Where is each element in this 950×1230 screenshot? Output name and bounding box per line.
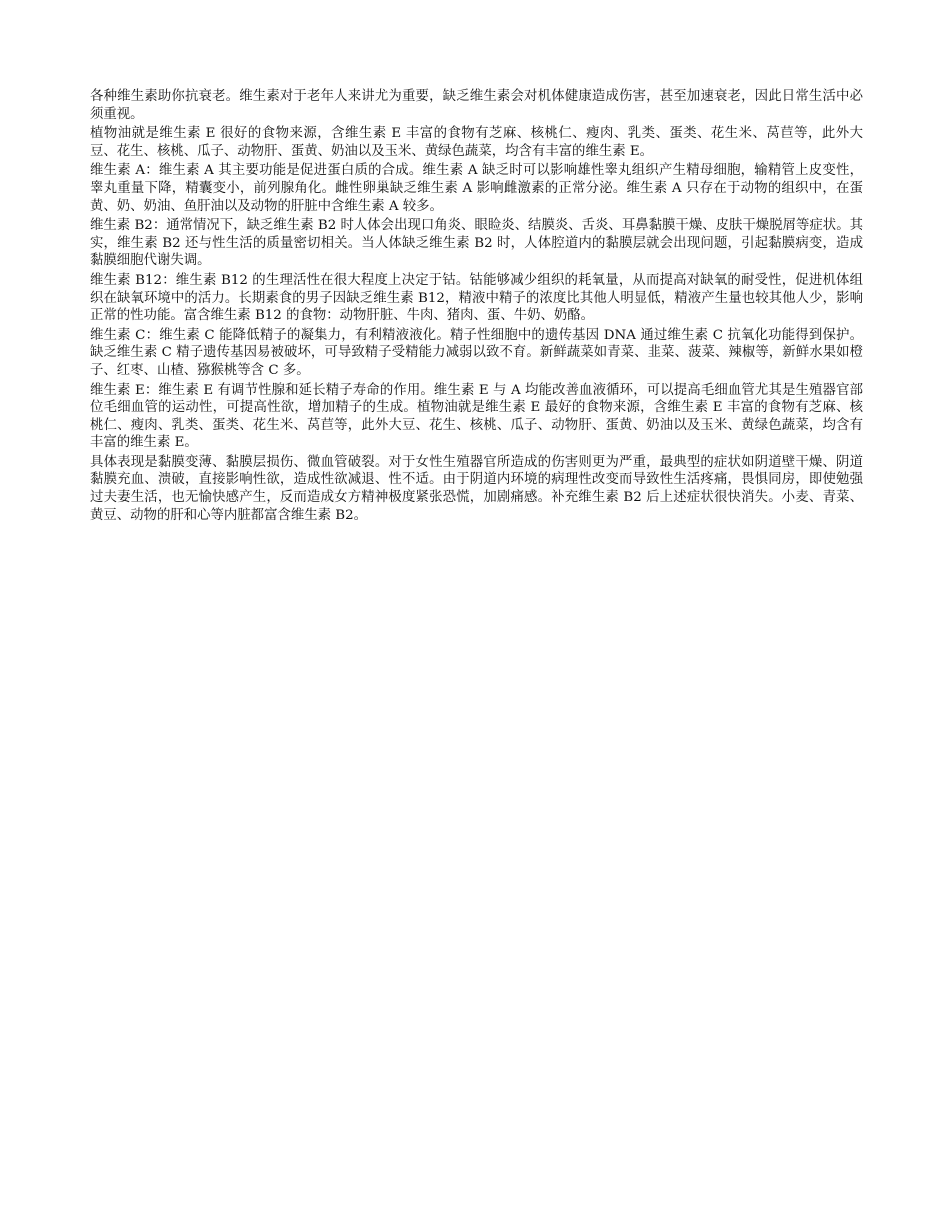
paragraph-vitamin-e-sources: 植物油就是维生素 E 很好的食物来源，含维生素 E 丰富的食物有芝麻、核桃仁、瘦肉、乳类、蛋类、花生米、莴苣等，此外大豆、花生、核桃、瓜子、动物肝、蛋黄、奶油以及玉米、黄绿色蔬菜，均含有丰富的维生素 E。 — [90, 126, 863, 159]
paragraph-symptoms: 具体表现是黏膜变薄、黏膜层损伤、微血管破裂。对于女性生殖器官所造成的伤害则更为严重，最典型的症状如阴道壁干燥、阴道黏膜充血、溃破，直接影响性欲，造成性欲减退、性不适。由于阴道内环境的病理性改变而导致性生活疼痛，畏惧同房，即使勉强过夫妻生活，也无愉快感产生，反而造成女方精神极度紧张恐慌，加剧痛感。补充维生素 B2 后上述症状很快消失。小麦、青菜、黄豆、动物的肝和心等内脏都富含维生素 B2。 — [90, 454, 863, 523]
paragraph-vitamin-b2: 维生素 B2：通常情况下，缺乏维生素 B2 时人体会出现口角炎、眼睑炎、结膜炎、舌炎、耳鼻黏膜干燥、皮肤干燥脱屑等症状。其实，维生素 B2 还与性生活的质量密切相关。当人体缺乏维生素 B2 时，人体腔道内的黏膜层就会出现问题，引起黏膜病变，造成黏膜细胞代谢失调。 — [90, 218, 863, 269]
paragraph-vitamin-a: 维生素 A：维生素 A 其主要功能是促进蛋白质的合成。维生素 A 缺乏时可以影响雄性睾丸组织产生精母细胞，输精管上皮变性，睾丸重量下降，精囊变小，前列腺角化。雌性卵巢缺乏维生素 A 影响雌激素的正常分泌。维生素 A 只存在于动物的组织中，在蛋黄、奶、奶油、鱼肝油以及动物的肝脏中含维生素 A 较多。 — [90, 163, 863, 214]
document-body — [90, 88, 863, 526]
paragraph-vitamin-e: 维生素 E：维生素 E 有调节性腺和延长精子寿命的作用。维生素 E 与 A 均能改善血液循环，可以提高毛细血管尤其是生殖器官部位毛细血管的运动性，可提高性欲，增加精子的生成。植物油就是维生素 E 最好的食物来源，含维生素 E 丰富的食物有芝麻、核桃仁、瘦肉、乳类、蛋类、花生米、莴苣等，此外大豆、花生、核桃、瓜子、动物肝、蛋黄、奶油以及玉米、黄绿色蔬菜，均含有丰富的维生素 E。 — [90, 382, 863, 451]
paragraph-vitamin-b12: 维生素 B12：维生素 B12 的生理活性在很大程度上决定于钴。钴能够减少组织的耗氧量，从而提高对缺氧的耐受性，促进机体组织在缺氧环境中的活力。长期素食的男子因缺乏维生素 B12，精液中精子的浓度比其他人明显低，精液产生量也较其他人少，影响正常的性功能。富含维生素 B12 的食物：动物肝脏、牛肉、猪肉、蛋、牛奶、奶酪。 — [90, 272, 863, 324]
paragraph-vitamin-c: 维生素 C：维生素 C 能降低精子的凝集力，有利精液液化。精子性细胞中的遗传基因 DNA 通过维生素 C 抗氧化功能得到保护。缺乏维生素 C 精子遗传基因易被破坏，可导致精子受精能力减弱以致不育。新鲜蔬菜如青菜、韭菜、菠菜、辣椒等，新鲜水果如橙子、红枣、山楂、猕猴桃等含 C 多。 — [90, 327, 863, 378]
paragraph-intro: 各种维生素助你抗衰老。维生素对于老年人来讲尤为重要，缺乏维生素会对机体健康造成伤害，甚至加速衰老，因此日常生活中必须重视。 — [90, 89, 863, 122]
